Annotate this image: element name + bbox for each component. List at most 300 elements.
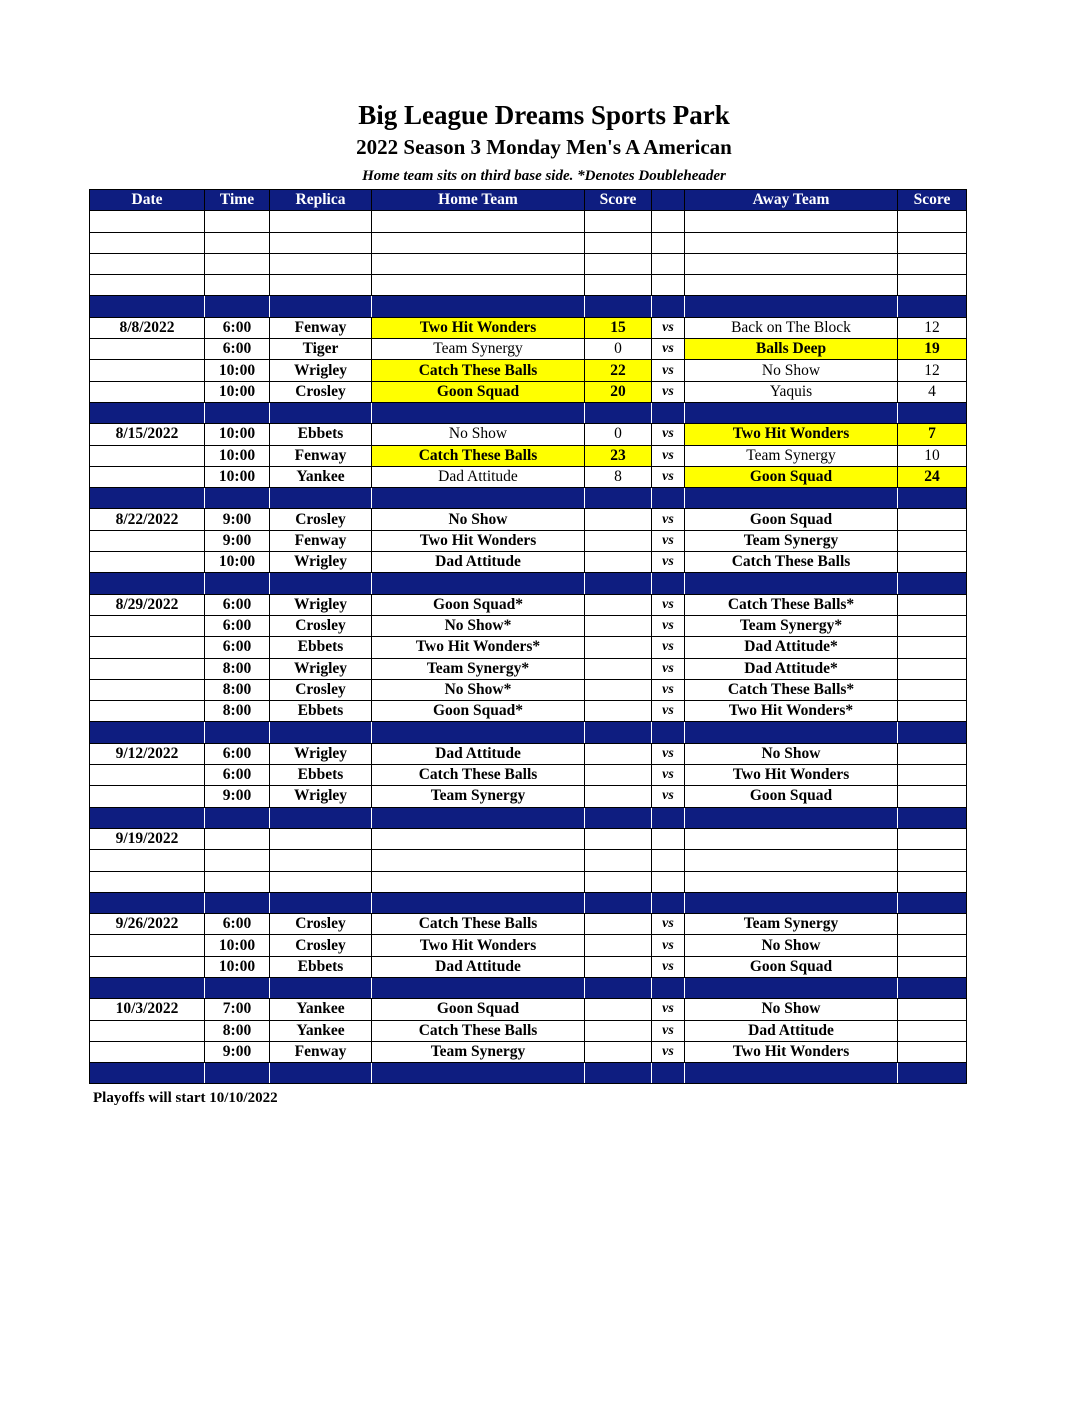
schedule-table [89,189,967,1084]
home-score-cell [585,1041,652,1062]
vs-cell: vs [652,1041,685,1062]
time-cell [205,828,270,849]
week-separator-row [90,1063,967,1084]
time-cell: 10:00 [205,381,270,402]
date-cell [90,722,205,743]
week-separator-row [90,807,967,828]
replica-cell: Fenway [270,530,372,551]
vs-cell [652,232,685,253]
vs-cell [652,211,685,232]
home-team-cell [372,275,585,296]
replica-cell: Yankee [270,466,372,487]
time-cell: 9:00 [205,530,270,551]
vs-cell [652,275,685,296]
home-score-cell [585,658,652,679]
away-team-cell: Goon Squad [685,786,898,807]
vs-cell: vs [652,914,685,935]
time-cell: 7:00 [205,999,270,1020]
replica-cell: Ebbets [270,701,372,722]
game-row [90,679,967,700]
vs-cell [652,1063,685,1084]
replica-cell: Wrigley [270,360,372,381]
home-team-cell [372,1063,585,1084]
vs-cell [652,871,685,892]
date-cell [90,807,205,828]
replica-cell [270,850,372,871]
away-score-cell [898,296,967,317]
away-score-cell [898,679,967,700]
home-team-cell [372,871,585,892]
home-team-cell: Goon Squad* [372,701,585,722]
time-cell [205,488,270,509]
replica-cell: Wrigley [270,594,372,615]
away-score-cell [898,765,967,786]
game-row [90,701,967,722]
date-cell [90,211,205,232]
vs-cell: vs [652,424,685,445]
home-team-cell: No Show* [372,679,585,700]
home-team-cell [372,296,585,317]
away-team-cell: Catch These Balls [685,552,898,573]
date-cell [90,850,205,871]
vs-cell: vs [652,679,685,700]
away-score-cell [898,1041,967,1062]
away-team-cell [685,296,898,317]
away-team-cell: Two Hit Wonders [685,424,898,445]
vs-cell: vs [652,339,685,360]
home-team-cell: Catch These Balls [372,1020,585,1041]
home-score-cell [585,786,652,807]
home-score-cell: 23 [585,445,652,466]
home-score-cell [585,594,652,615]
vs-cell: vs [652,445,685,466]
time-cell [205,402,270,423]
home-team-cell [372,573,585,594]
away-team-cell: Two Hit Wonders [685,1041,898,1062]
home-team-cell: Goon Squad [372,999,585,1020]
home-score-cell [585,828,652,849]
away-score-cell [898,743,967,764]
away-team-cell: Team Synergy [685,530,898,551]
home-team-cell: Catch These Balls [372,445,585,466]
game-row [90,828,967,849]
time-cell: 9:00 [205,1041,270,1062]
page-title: Big League Dreams Sports Park [358,100,730,130]
time-cell [205,850,270,871]
time-cell: 6:00 [205,317,270,338]
home-team-cell: Catch These Balls [372,360,585,381]
home-score-cell [585,402,652,423]
time-cell: 8:00 [205,658,270,679]
home-score-cell [585,615,652,636]
home-score-cell [585,296,652,317]
replica-cell [270,807,372,828]
home-score-cell [585,977,652,998]
game-row [90,317,967,338]
home-team-cell [372,211,585,232]
schedule-body [90,211,967,1084]
week-separator-row [90,488,967,509]
home-score-cell [585,232,652,253]
away-score-cell [898,999,967,1020]
vs-cell [652,402,685,423]
home-team-cell: Dad Attitude [372,956,585,977]
empty-row [90,275,967,296]
replica-cell: Ebbets [270,424,372,445]
vs-cell: vs [652,381,685,402]
time-cell: 10:00 [205,552,270,573]
schedule-note: Home team sits on third base side. *Denotes Doubleheader [362,168,726,184]
replica-cell: Tiger [270,339,372,360]
replica-cell [270,573,372,594]
time-cell [205,232,270,253]
away-score-cell [898,914,967,935]
home-score-cell [585,1063,652,1084]
away-team-cell: Goon Squad [685,509,898,530]
away-team-cell: Balls Deep [685,339,898,360]
away-score-cell [898,828,967,849]
away-team-cell [685,977,898,998]
date-cell [90,935,205,956]
replica-cell: Wrigley [270,552,372,573]
away-team-cell: Dad Attitude* [685,658,898,679]
time-cell [205,573,270,594]
game-row [90,445,967,466]
away-team-cell: No Show [685,935,898,956]
page-subtitle: 2022 Season 3 Monday Men's A American [356,135,732,159]
home-team-cell [372,488,585,509]
away-score-cell [898,615,967,636]
home-team-cell: Team Synergy [372,339,585,360]
away-score-cell: 10 [898,445,967,466]
home-team-cell: Team Synergy* [372,658,585,679]
away-team-cell: No Show [685,743,898,764]
date-cell [90,679,205,700]
replica-cell [270,977,372,998]
away-score-cell [898,956,967,977]
replica-cell: Crosley [270,615,372,636]
time-cell [205,1063,270,1084]
home-team-cell [372,828,585,849]
date-cell [90,1020,205,1041]
home-team-cell: Team Synergy [372,786,585,807]
away-score-cell [898,1063,967,1084]
vs-cell: vs [652,637,685,658]
replica-cell: Ebbets [270,637,372,658]
home-team-cell [372,977,585,998]
away-team-cell [685,871,898,892]
away-team-cell [685,211,898,232]
away-score-cell [898,658,967,679]
time-cell: 6:00 [205,594,270,615]
away-team-cell [685,828,898,849]
game-row [90,615,967,636]
replica-cell: Fenway [270,445,372,466]
away-score-cell [898,402,967,423]
away-score-cell: 12 [898,360,967,381]
home-team-cell: No Show [372,509,585,530]
game-row [90,935,967,956]
col-header-vs [652,190,685,211]
week-separator-row [90,892,967,913]
date-cell: 8/22/2022 [90,509,205,530]
home-score-cell: 20 [585,381,652,402]
vs-cell: vs [652,935,685,956]
time-cell [205,807,270,828]
away-score-cell [898,850,967,871]
replica-cell: Crosley [270,381,372,402]
away-team-cell [685,488,898,509]
away-score-cell [898,552,967,573]
game-row [90,339,967,360]
away-score-cell [898,637,967,658]
away-score-cell [898,509,967,530]
home-score-cell [585,743,652,764]
col-header-time: Time [205,190,270,211]
away-team-cell: Team Synergy [685,914,898,935]
vs-cell [652,296,685,317]
time-cell [205,722,270,743]
away-team-cell: Goon Squad [685,466,898,487]
home-team-cell: Dad Attitude [372,552,585,573]
vs-cell [652,253,685,274]
time-cell [205,253,270,274]
time-cell: 6:00 [205,615,270,636]
game-row [90,1041,967,1062]
date-cell: 10/3/2022 [90,999,205,1020]
game-row [90,381,967,402]
time-cell: 10:00 [205,956,270,977]
game-row [90,594,967,615]
home-score-cell [585,850,652,871]
date-cell [90,402,205,423]
replica-cell: Wrigley [270,658,372,679]
home-team-cell: No Show* [372,615,585,636]
game-row [90,914,967,935]
header-row [90,190,967,211]
game-row [90,637,967,658]
date-cell [90,445,205,466]
replica-cell: Crosley [270,679,372,700]
date-cell [90,530,205,551]
away-team-cell [685,722,898,743]
time-cell [205,275,270,296]
vs-cell: vs [652,956,685,977]
game-row [90,999,967,1020]
away-team-cell [685,1063,898,1084]
away-team-cell [685,253,898,274]
date-cell [90,573,205,594]
away-team-cell: Two Hit Wonders [685,765,898,786]
home-team-cell [372,232,585,253]
home-score-cell [585,253,652,274]
time-cell [205,892,270,913]
away-score-cell [898,573,967,594]
date-cell [90,977,205,998]
replica-cell [270,828,372,849]
time-cell: 9:00 [205,786,270,807]
game-row [90,509,967,530]
away-score-cell [898,977,967,998]
replica-cell [270,488,372,509]
home-score-cell: 0 [585,424,652,445]
away-team-cell: Two Hit Wonders* [685,701,898,722]
col-header-home-score: Score [585,190,652,211]
date-cell: 8/8/2022 [90,317,205,338]
away-score-cell [898,701,967,722]
col-header-away-team: Away Team [685,190,898,211]
date-cell [90,339,205,360]
empty-row [90,850,967,871]
replica-cell [270,275,372,296]
vs-cell [652,488,685,509]
time-cell: 8:00 [205,701,270,722]
replica-cell [270,402,372,423]
home-score-cell: 22 [585,360,652,381]
col-header-date: Date [90,190,205,211]
home-score-cell: 0 [585,339,652,360]
game-row [90,360,967,381]
game-row [90,786,967,807]
home-score-cell [585,275,652,296]
away-team-cell: Team Synergy* [685,615,898,636]
vs-cell [652,722,685,743]
col-header-away-score: Score [898,190,967,211]
replica-cell: Wrigley [270,786,372,807]
empty-row [90,232,967,253]
date-cell [90,232,205,253]
col-header-home-team: Home Team [372,190,585,211]
vs-cell: vs [652,999,685,1020]
away-score-cell [898,275,967,296]
week-separator-row [90,722,967,743]
away-score-cell [898,722,967,743]
time-cell: 6:00 [205,765,270,786]
home-score-cell [585,701,652,722]
time-cell: 10:00 [205,360,270,381]
home-score-cell [585,935,652,956]
vs-cell: vs [652,509,685,530]
replica-cell: Wrigley [270,743,372,764]
home-score-cell: 8 [585,466,652,487]
home-score-cell [585,722,652,743]
home-score-cell: 15 [585,317,652,338]
date-cell [90,637,205,658]
date-cell: 8/15/2022 [90,424,205,445]
time-cell [205,296,270,317]
date-cell [90,615,205,636]
replica-cell: Fenway [270,1041,372,1062]
date-cell [90,488,205,509]
home-score-cell [585,679,652,700]
home-score-cell [585,1020,652,1041]
away-team-cell [685,807,898,828]
date-cell [90,552,205,573]
home-team-cell: Goon Squad* [372,594,585,615]
date-cell [90,466,205,487]
time-cell [205,211,270,232]
vs-cell: vs [652,786,685,807]
date-cell [90,1041,205,1062]
game-row [90,956,967,977]
vs-cell: vs [652,765,685,786]
away-team-cell: No Show [685,999,898,1020]
time-cell: 6:00 [205,339,270,360]
vs-cell: vs [652,466,685,487]
replica-cell [270,211,372,232]
replica-cell [270,722,372,743]
away-score-cell [898,786,967,807]
away-score-cell [898,211,967,232]
vs-cell [652,892,685,913]
playoffs-note: Playoffs will start 10/10/2022 [93,1090,278,1106]
home-team-cell: Dad Attitude [372,743,585,764]
time-cell: 6:00 [205,743,270,764]
date-cell [90,786,205,807]
time-cell: 10:00 [205,466,270,487]
game-row [90,743,967,764]
date-cell [90,253,205,274]
away-team-cell: Catch These Balls* [685,594,898,615]
time-cell: 9:00 [205,509,270,530]
vs-cell: vs [652,1020,685,1041]
away-score-cell: 12 [898,317,967,338]
away-score-cell [898,807,967,828]
away-score-cell: 19 [898,339,967,360]
date-cell: 9/19/2022 [90,828,205,849]
home-team-cell [372,850,585,871]
home-team-cell [372,892,585,913]
home-score-cell [585,637,652,658]
home-team-cell: Catch These Balls [372,914,585,935]
time-cell: 6:00 [205,914,270,935]
away-team-cell: Catch These Balls* [685,679,898,700]
date-cell: 8/29/2022 [90,594,205,615]
game-row [90,424,967,445]
game-row [90,466,967,487]
home-team-cell: Two Hit Wonders [372,530,585,551]
vs-cell: vs [652,594,685,615]
replica-cell [270,1063,372,1084]
week-separator-row [90,296,967,317]
vs-cell [652,807,685,828]
date-cell [90,296,205,317]
home-score-cell [585,892,652,913]
replica-cell [270,296,372,317]
home-score-cell [585,509,652,530]
away-team-cell: Team Synergy [685,445,898,466]
away-team-cell [685,275,898,296]
game-row [90,1020,967,1041]
home-team-cell [372,807,585,828]
away-team-cell [685,573,898,594]
week-separator-row [90,402,967,423]
home-team-cell: Goon Squad [372,381,585,402]
home-score-cell [585,956,652,977]
replica-cell [270,232,372,253]
date-cell [90,871,205,892]
game-row [90,658,967,679]
vs-cell [652,828,685,849]
away-score-cell [898,488,967,509]
home-score-cell [585,552,652,573]
date-cell [90,701,205,722]
home-team-cell: Catch These Balls [372,765,585,786]
date-cell [90,1063,205,1084]
vs-cell: vs [652,701,685,722]
date-cell: 9/12/2022 [90,743,205,764]
home-team-cell [372,722,585,743]
